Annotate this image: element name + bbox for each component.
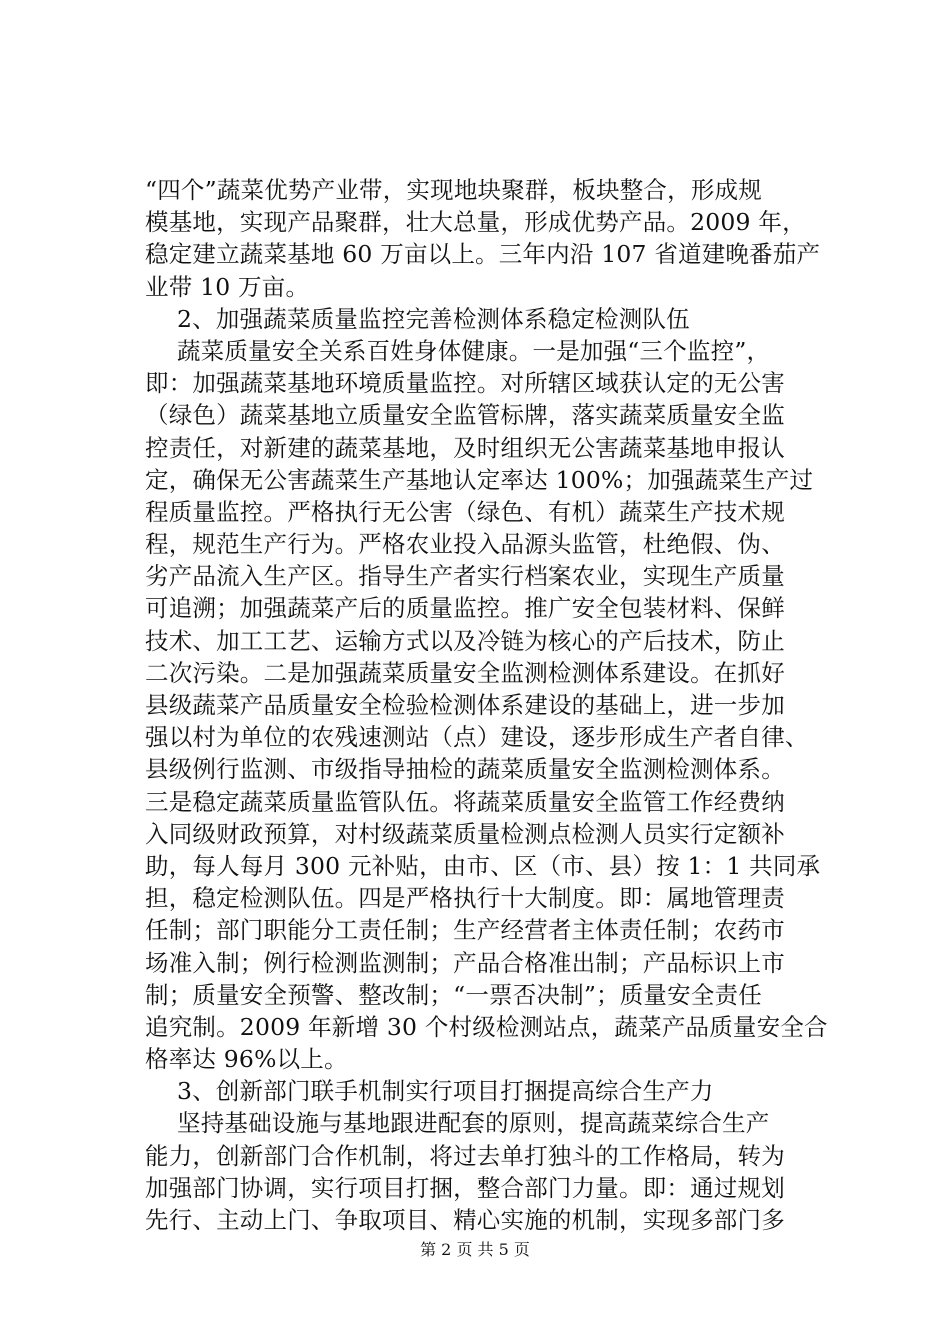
text-line: 控责任，对新建的蔬菜基地，及时组织无公害蔬菜基地申报认 <box>145 433 785 462</box>
text-line: “四个”蔬菜优势产业带，实现地块聚群，板块整合，形成规 <box>145 176 762 204</box>
page-footer: 第 2 页 共 5 页 <box>420 1240 530 1259</box>
text-line: 程质量监控。严格执行无公害（绿色、有机）蔬菜生产技术规 <box>145 497 785 526</box>
text-line: 即：加强蔬菜基地环境质量监控。对所辖区域获认定的无公害 <box>145 369 785 398</box>
section-heading: 2、加强蔬菜质量监控完善检测体系稳定检测队伍 <box>177 304 690 333</box>
text-line: 先行、主动上门、争取项目、精心实施的机制，实现多部门多 <box>145 1206 785 1234</box>
text-line: 制；质量安全预警、整改制；“一票否决制”；质量安全责任 <box>145 980 762 1009</box>
text-line: 县级蔬菜产品质量安全检验检测体系建设的基础上，进一步加 <box>145 691 785 719</box>
text-line: 稳定建立蔬菜基地 60 万亩以上。三年内沿 107 省道建晚番茄产 <box>145 240 821 269</box>
paragraph-first-line: 蔬菜质量安全关系百姓身体健康。一是加强“三个监控”， <box>177 336 771 365</box>
text-line: 能力，创新部门合作机制，将过去单打独斗的工作格局，转为 <box>145 1141 785 1170</box>
text-line: （绿色）蔬菜基地立质量安全监管标牌，落实蔬菜质量安全监 <box>145 401 785 430</box>
text-line: 技术、加工工艺、运输方式以及冷链为核心的产后技术，防止 <box>145 626 785 655</box>
text-line: 二次污染。二是加强蔬菜质量安全监测检测体系建设。在抓好 <box>145 658 785 687</box>
text-line: 强以村为单位的农残速测站（点）建设，逐步形成生产者自律、 <box>145 723 809 752</box>
text-line: 可追溯；加强蔬菜产后的质量监控。推广安全包装材料、保鲜 <box>145 594 785 623</box>
text-line: 助，每人每月 300 元补贴，由市、区（市、县）按 1：1 共同承 <box>145 851 821 880</box>
text-line: 三是稳定蔬菜质量监管队伍。将蔬菜质量安全监管工作经费纳 <box>145 787 785 816</box>
text-line: 格率达 96%以上。 <box>145 1045 348 1074</box>
text-line: 定，确保无公害蔬菜生产基地认定率达 100%；加强蔬菜生产过 <box>145 465 814 494</box>
text-line: 模基地，实现产品聚群，壮大总量，形成优势产品。2009 年， <box>145 208 806 237</box>
text-line: 追究制。2009 年新增 30 个村级检测站点，蔬菜产品质量安全合 <box>145 1012 828 1041</box>
text-line: 任制；部门职能分工责任制；生产经营者主体责任制；农药市 <box>145 916 785 945</box>
section-heading: 3、创新部门联手机制实行项目打捆提高综合生产力 <box>177 1077 714 1106</box>
text-line: 担，稳定检测队伍。四是严格执行十大制度。即：属地管理责 <box>145 884 785 913</box>
text-line: 业带 10 万亩。 <box>145 272 310 301</box>
text-line: 加强部门协调，实行项目打捆，整合部门力量。即：通过规划 <box>145 1173 785 1202</box>
body-text <box>145 174 835 1236</box>
text-line: 劣产品流入生产区。指导生产者实行档案农业，实现生产质量 <box>145 562 785 591</box>
text-line: 县级例行监测、市级指导抽检的蔬菜质量安全监测检测体系。 <box>145 755 785 784</box>
text-line: 场准入制；例行检测监测制；产品合格准出制；产品标识上市 <box>145 948 785 977</box>
text-line: 程，规范生产行为。严格农业投入品源头监管，杜绝假、伪、 <box>145 530 785 559</box>
paragraph-first-line: 坚持基础设施与基地跟进配套的原则，提高蔬菜综合生产 <box>177 1109 770 1138</box>
text-line: 入同级财政预算，对村级蔬菜质量检测点检测人员实行定额补 <box>145 819 785 848</box>
